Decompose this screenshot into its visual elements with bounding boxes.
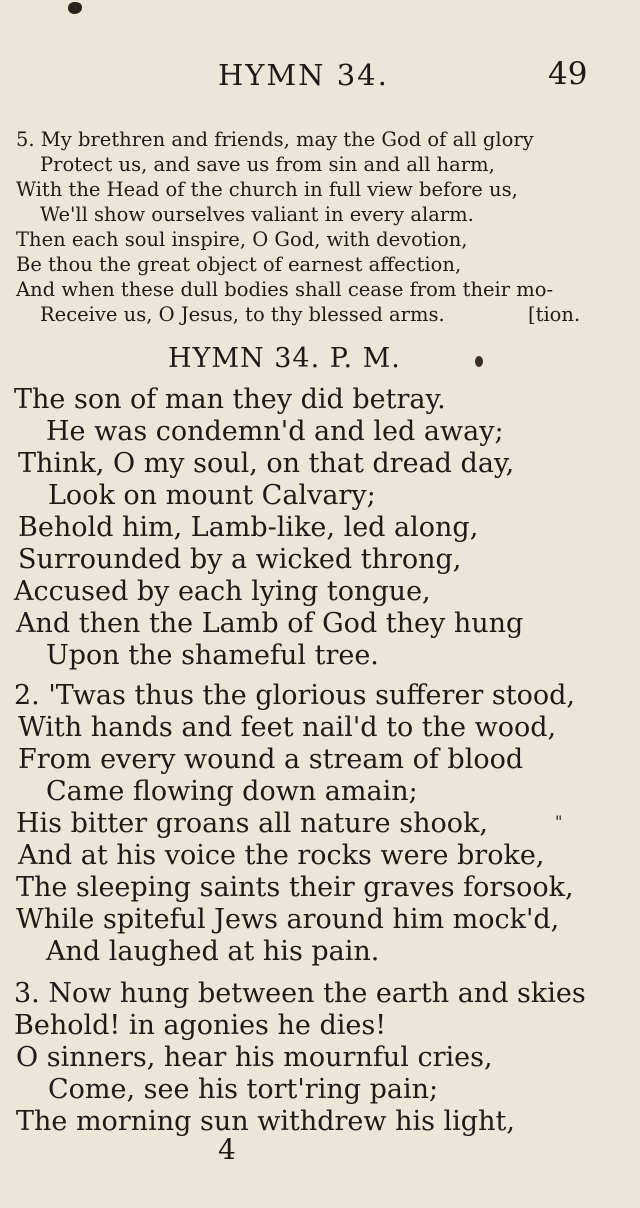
verse-line: O sinners, hear his mournful cries, (16, 1042, 493, 1073)
turnover-word: [tion. (528, 303, 581, 326)
verse-line: The sleeping saints their graves forsook, (16, 872, 574, 903)
verse-line: 3. Now hung between the earth and skies (14, 978, 586, 1009)
verse-line: 2. 'Twas thus the glorious sufferer stood, (14, 680, 575, 711)
verse-line: Be thou the great object of earnest affection, (16, 253, 462, 276)
verse-line: And laughed at his pain. (46, 936, 380, 967)
ink-blot (68, 2, 82, 14)
verse-line: Receive us, O Jesus, to thy blessed arms. (40, 303, 445, 326)
verse-line: Think, O my soul, on that dread day, (18, 448, 515, 479)
ink-speck: " (555, 812, 563, 831)
page-number: 49 (548, 56, 588, 92)
hymn-title: HYMN 34. P. M. (168, 343, 401, 374)
verse-line: Come, see his tort'ring pain; (48, 1074, 439, 1105)
verse-line: And then the Lamb of God they hung (16, 608, 524, 639)
verse-line: Came flowing down amain; (46, 776, 418, 807)
verse-line: Protect us, and save us from sin and all harm, (40, 153, 495, 176)
verse-line: The morning sun withdrew his light, (16, 1106, 515, 1137)
verse-line: With the Head of the church in full view before us, (16, 178, 518, 201)
running-head-title: HYMN 34. (218, 58, 389, 92)
verse-line: His bitter groans all nature shook, (16, 808, 488, 839)
verse-line: 5. My brethren and friends, may the God of all glory (16, 128, 534, 151)
verse-line: He was condemn'd and led away; (46, 416, 504, 447)
verse-line: Look on mount Calvary; (48, 480, 376, 511)
verse-line: Accused by each lying tongue, (14, 576, 431, 607)
verse-line: Surrounded by a wicked throng, (18, 544, 462, 575)
verse-line: Behold! in agonies he dies! (14, 1010, 387, 1041)
verse-line: The son of man they did betray. (14, 384, 446, 415)
verse-line: Upon the shameful tree. (46, 640, 379, 671)
verse-line: With hands and feet nail'd to the wood, (18, 712, 557, 743)
running-head (0, 52, 640, 98)
verse-line: And at his voice the rocks were broke, (18, 840, 545, 871)
verse-line: From every wound a stream of blood (18, 744, 524, 775)
verse-line: Behold him, Lamb-like, led along, (18, 512, 479, 543)
ink-spot (475, 356, 483, 367)
signature-mark: 4 (218, 1133, 236, 1166)
verse-line: Then each soul inspire, O God, with devotion, (16, 228, 468, 251)
verse-line: While spiteful Jews around him mock'd, (16, 904, 560, 935)
verse-line: We'll show ourselves valiant in every alarm. (40, 203, 474, 226)
verse-line: And when these dull bodies shall cease from their mo- (16, 278, 554, 301)
